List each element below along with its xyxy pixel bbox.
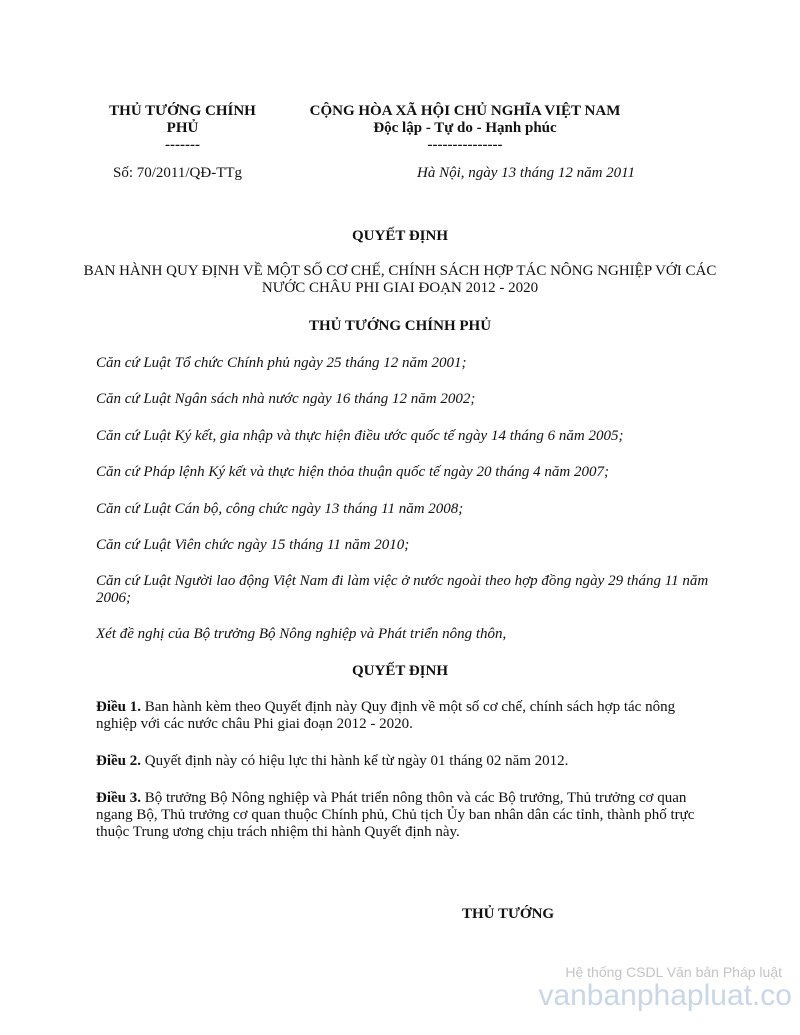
article-label: Điều 2. — [96, 753, 141, 769]
proposal-note: Xét đề nghị của Bộ trưởng Bộ Nông nghiệp và Phát triển nông thôn, — [96, 626, 507, 642]
article-text: Quyết định này có hiệu lực thi hành kể từ ngày 01 tháng 02 năm 2012. — [144, 753, 569, 769]
article-label: Điều 3. — [96, 790, 141, 806]
legal-basis-item: Căn cứ Luật Ký kết, gia nhập và thực hiện điều ước quốc tế ngày 14 tháng 6 năm 2005; — [96, 428, 624, 444]
motto-rule: --------------- — [427, 137, 503, 153]
signature-title: THỦ TƯỚNG — [462, 906, 555, 922]
document-number: Số: 70/2011/QĐ-TTg — [113, 165, 243, 181]
article-1 — [96, 699, 710, 733]
watermark-caption: Hệ thống CSDL Văn bản Pháp luật — [565, 964, 782, 980]
issuer-block — [100, 103, 265, 154]
article-3 — [96, 790, 710, 841]
article-label: Điều 1. — [96, 699, 141, 715]
decision-heading: QUYẾT ĐỊNH — [352, 663, 448, 679]
issuer-name-line2: PHỦ — [166, 120, 199, 136]
legal-basis-item: Căn cứ Luật Cán bộ, công chức ngày 13 tháng 11 năm 2008; — [96, 501, 464, 517]
issuer-rule: ------- — [165, 137, 200, 153]
place-and-date: Hà Nội, ngày 13 tháng 12 năm 2011 — [417, 165, 636, 181]
document-subtitle: BAN HÀNH QUY ĐỊNH VỀ MỘT SỐ CƠ CHẾ, CHÍNH SÁCH HỢP TÁC NÔNG NGHIỆP VỚI CÁC NƯỚC CHÂU PHI GIAI ĐOẠN 2012 - 2020 — [83, 263, 717, 296]
document-title: QUYẾT ĐỊNH — [352, 228, 448, 244]
article-text: Bộ trưởng Bộ Nông nghiệp và Phát triển nông thôn và các Bộ trưởng, Thủ trưởng cơ quan ngang Bộ, Thủ trưởng cơ quan thuộc Chính phủ, Chủ tịch Ủy ban nhân dân các tỉnh, thành phố trực thuộc Trung ương chịu trách nhiệm thi hành Quyết định này. — [96, 790, 695, 840]
legal-basis-item: Căn cứ Luật Tổ chức Chính phủ ngày 25 tháng 12 năm 2001; — [96, 355, 467, 371]
legal-basis-item: Căn cứ Luật Viên chức ngày 15 tháng 11 năm 2010; — [96, 537, 410, 553]
national-header — [270, 103, 660, 154]
legal-basis-item: Căn cứ Pháp lệnh Ký kết và thực hiện thỏa thuận quốc tế ngày 20 tháng 4 năm 2007; — [96, 464, 609, 480]
article-2 — [96, 753, 710, 770]
watermark-site: vanbanphapluat.co — [538, 979, 792, 1012]
legal-basis-item: Căn cứ Luật Ngân sách nhà nước ngày 16 tháng 12 năm 2002; — [96, 391, 476, 407]
country-name: CỘNG HÒA XÃ HỘI CHỦ NGHĨA VIỆT NAM — [309, 103, 621, 119]
national-motto: Độc lập - Tự do - Hạnh phúc — [373, 120, 557, 136]
issuing-authority: THỦ TƯỚNG CHÍNH PHỦ — [308, 318, 492, 334]
issuer-name-line1: THỦ TƯỚNG CHÍNH — [109, 103, 256, 119]
legal-basis-item: Căn cứ Luật Người lao động Việt Nam đi làm việc ở nước ngoài theo hợp đồng ngày 29 tháng 11 năm 2006; — [96, 573, 709, 606]
article-text: Ban hành kèm theo Quyết định này Quy định về một số cơ chế, chính sách hợp tác nông nghiệp với các nước châu Phi giai đoạn 2012 - 2020. — [96, 699, 676, 732]
